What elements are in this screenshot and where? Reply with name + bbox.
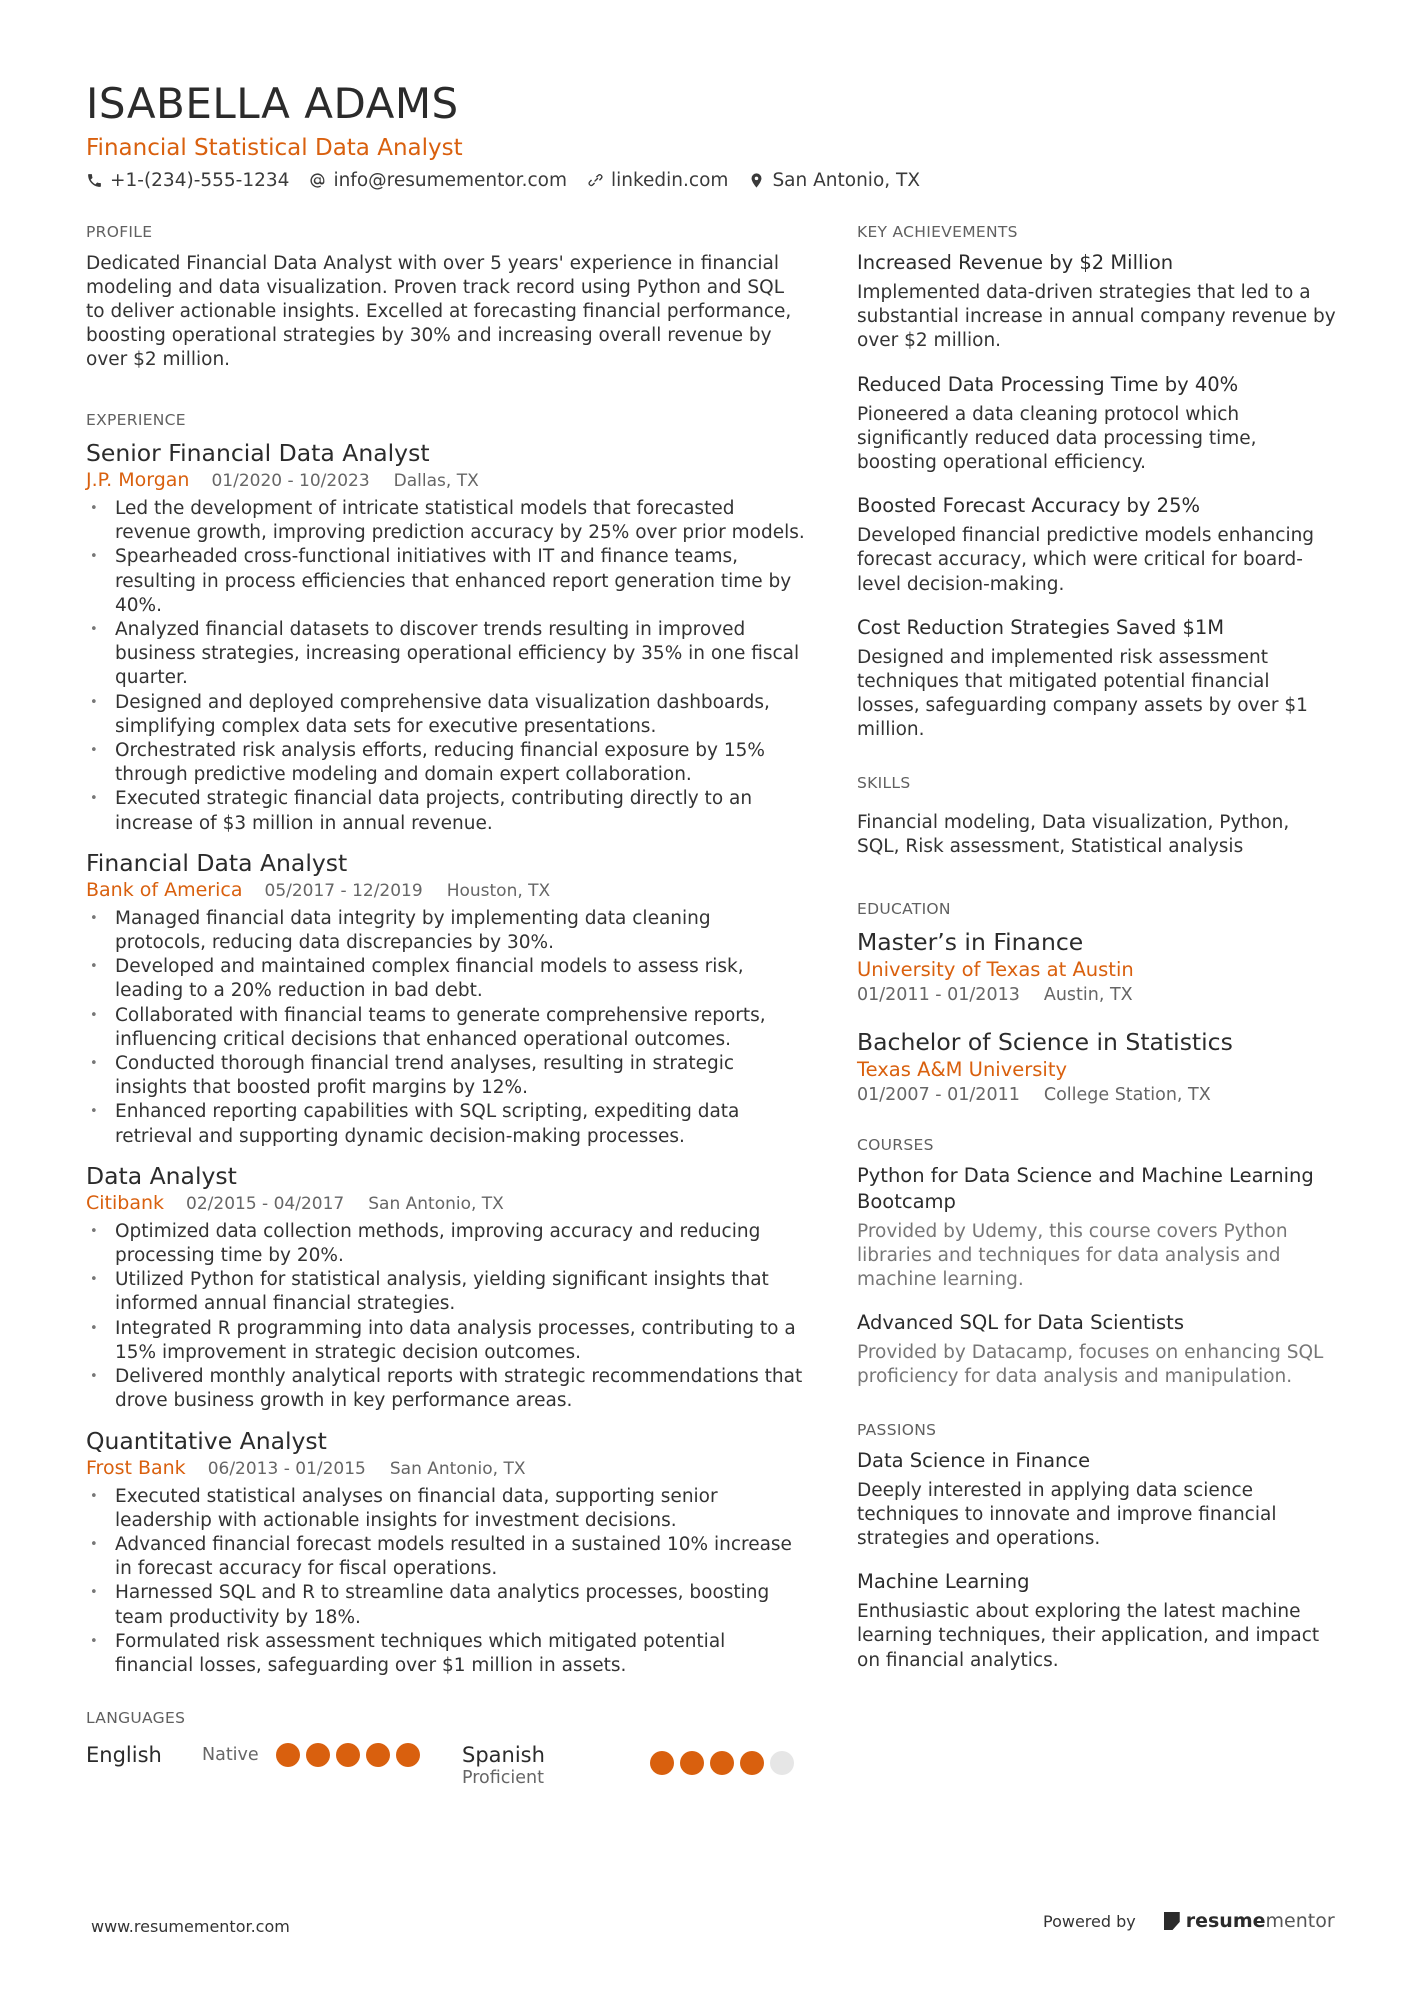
candidate-title: Financial Statistical Data Analyst — [86, 135, 463, 161]
company-name: Citibank — [86, 1191, 165, 1214]
rating-dot-filled — [710, 1751, 734, 1775]
job-title: Quantitative Analyst — [86, 1426, 327, 1455]
profile-section — [86, 222, 806, 372]
degree-title: Master’s in Finance — [857, 927, 1084, 956]
course-desc: Provided by Udemy, this course covers Python libraries and techniques for data analysis and machine learning. — [857, 1220, 1288, 1291]
contact-location — [748, 170, 920, 191]
brand-logo[interactable] — [1164, 1910, 1335, 1932]
skills-heading: SKILLS — [857, 773, 911, 792]
course-item — [857, 1163, 1337, 1293]
resume-header — [86, 80, 1326, 191]
profile-text: Dedicated Financial Data Analyst with over 5 years' experience in financial modeling and data visualization. Proven track record using Python and SQL to deliver actionable insights. Excelled at forecasting financial performance, boosting operational strategies by 30% and increasing overall revenue by over $2 million. — [86, 253, 792, 370]
brand-mark-icon — [1164, 1912, 1180, 1930]
bullet-item: • Enhanced reporting capabilities with SQL scripting, expediting data retrieval and supporting dynamic decision-making processes. — [86, 1100, 806, 1148]
link-icon — [587, 172, 604, 189]
education-location: College Station, TX — [1043, 1084, 1211, 1105]
language-rating — [276, 1743, 426, 1767]
achievement-item — [857, 615, 1337, 743]
rating-dot-filled — [650, 1751, 674, 1775]
bullet-item: • Formulated risk assessment techniques which mitigated potential financial losses, safeguarding over $1 million in assets. — [86, 1630, 806, 1678]
courses-section — [857, 1135, 1337, 1390]
achievement-item — [857, 250, 1337, 354]
job-bullets — [86, 497, 806, 836]
passions-section — [857, 1420, 1337, 1673]
job-entry — [86, 1161, 806, 1414]
education-section — [857, 899, 1337, 1107]
job-meta — [86, 878, 806, 903]
job-location: San Antonio, TX — [368, 1193, 504, 1214]
brand-name-bold: resume — [1185, 1910, 1266, 1932]
phone-icon — [86, 172, 103, 189]
contact-bar — [86, 170, 1326, 191]
rating-dot-empty — [770, 1751, 794, 1775]
course-title: Advanced SQL for Data Scientists — [857, 1311, 1184, 1335]
job-meta — [86, 1456, 806, 1481]
achievement-title: Reduced Data Processing Time by 40% — [857, 372, 1239, 396]
contact-email[interactable] — [309, 170, 567, 191]
email-link[interactable]: info@resumementor.com — [333, 170, 567, 191]
course-item — [857, 1310, 1337, 1389]
language-rating — [650, 1751, 800, 1775]
achievement-title: Boosted Forecast Accuracy by 25% — [857, 494, 1201, 518]
location-pin-icon — [748, 172, 765, 189]
job-meta — [86, 1191, 806, 1216]
achievements-heading: KEY ACHIEVEMENTS — [857, 223, 1018, 241]
job-dates: 01/2020 - 10/2023 — [211, 471, 370, 491]
achievement-desc: Developed financial predictive models enhancing forecast accuracy, which were critical for board-level decision-making. — [857, 525, 1315, 595]
job-title: Financial Data Analyst — [86, 848, 348, 877]
bullet-item: • Executed statistical analyses on financial data, supporting senior leadership with actionable insights for investment decisions. — [86, 1485, 806, 1533]
school-name: University of Texas at Austin — [857, 957, 1134, 981]
bullet-item: • Designed and deployed comprehensive data visualization dashboards, simplifying complex data sets for executive presentations. — [86, 691, 806, 739]
bullet-item: • Advanced financial forecast models resulted in a sustained 10% increase in forecast accuracy for fiscal operations. — [86, 1533, 806, 1581]
footer-website[interactable]: www.resumementor.com — [91, 1917, 290, 1936]
bullet-item: • Conducted thorough financial trend analyses, resulting in strategic insights that boosted profit margins by 12%. — [86, 1052, 806, 1100]
linkedin-link[interactable]: linkedin.com — [610, 170, 729, 191]
language-label-group — [462, 1742, 650, 1788]
job-bullets — [86, 1485, 806, 1679]
bullet-item: • Analyzed financial datasets to discover trends resulting in improved business strategies, increasing operational efficiency by 35% in one fiscal quarter. — [86, 618, 806, 691]
achievement-desc: Designed and implemented risk assessment techniques that mitigated potential financial losses, safeguarding company assets by over $1 million. — [857, 646, 1308, 741]
language-level: Proficient — [462, 1768, 544, 1789]
job-location: Houston, TX — [446, 880, 551, 901]
job-entry — [86, 438, 806, 836]
achievement-title: Increased Revenue by $2 Million — [857, 251, 1174, 274]
education-meta — [857, 983, 1337, 1007]
bullet-item: • Integrated R programming into data analysis processes, contributing to a 15% improvement in strategic decision outcomes. — [86, 1317, 806, 1365]
education-dates: 01/2011 - 01/2013 — [857, 984, 1020, 1005]
bullet-item: • Executed strategic financial data projects, contributing directly to an increase of $3 million in annual revenue. — [86, 787, 806, 835]
job-bullets — [86, 1220, 806, 1414]
achievements-section — [857, 222, 1337, 743]
languages-heading: LANGUAGES — [86, 1709, 186, 1728]
education-meta — [857, 1083, 1337, 1107]
right-column — [857, 222, 1337, 1673]
course-title: Python for Data Science and Machine Learning Bootcamp — [857, 1163, 1314, 1213]
school-name: Texas A&M University — [857, 1057, 1068, 1081]
passion-desc: Enthusiastic about exploring the latest machine learning techniques, their application, and impact on financial analytics. — [857, 1601, 1320, 1671]
achievement-title: Cost Reduction Strategies Saved $1M — [857, 615, 1225, 639]
job-meta — [86, 468, 806, 493]
language-level: Native — [202, 1745, 259, 1766]
education-item — [857, 927, 1337, 1007]
achievement-desc: Implemented data-driven strategies that led to a substantial increase in annual company revenue by over $2 million. — [857, 282, 1336, 352]
languages-row — [86, 1742, 806, 1788]
education-location: Austin, TX — [1043, 984, 1133, 1005]
job-dates: 06/2013 - 01/2015 — [207, 1458, 366, 1479]
rating-dot-filled — [396, 1743, 420, 1767]
course-desc: Provided by Datacamp, focuses on enhancing SQL proficiency for data analysis and manipulation. — [857, 1342, 1324, 1388]
bullet-item: • Delivered monthly analytical reports with strategic recommendations that drove business growth in key performance areas. — [86, 1365, 806, 1413]
at-icon — [309, 172, 326, 189]
passion-title: Machine Learning — [857, 1570, 1030, 1594]
rating-dot-filled — [740, 1751, 764, 1775]
rating-dot-filled — [366, 1743, 390, 1767]
rating-dot-filled — [680, 1751, 704, 1775]
bullet-item: • Spearheaded cross-functional initiatives with IT and finance teams, resulting in process efficiencies that enhanced report generation time by 40%. — [86, 545, 806, 618]
bullet-item: • Harnessed SQL and R to streamline data analytics processes, boosting team productivity by 18%. — [86, 1581, 806, 1629]
bullet-item: • Managed financial data integrity by implementing data cleaning protocols, reducing data discrepancies by 30%. — [86, 907, 806, 955]
brand-name-regular: mentor — [1265, 1910, 1335, 1932]
location-text: San Antonio, TX — [772, 170, 920, 191]
job-location: San Antonio, TX — [389, 1458, 526, 1479]
candidate-name: ISABELLA ADAMS — [86, 79, 459, 128]
bullet-item: • Led the development of intricate statistical models that forecasted revenue growth, improving prediction accuracy by 25% over prior models. — [86, 497, 806, 545]
passion-title: Data Science in Finance — [857, 1448, 1091, 1472]
job-bullets — [86, 907, 806, 1149]
education-heading: EDUCATION — [857, 899, 951, 918]
passion-item — [857, 1448, 1337, 1552]
phone-text: +1-(234)-555-1234 — [110, 170, 290, 191]
company-name: J.P. Morgan — [86, 469, 190, 491]
job-dates: 02/2015 - 04/2017 — [186, 1193, 345, 1214]
passion-item — [857, 1569, 1337, 1673]
experience-section — [86, 410, 806, 1678]
achievement-desc: Pioneered a data cleaning protocol which significantly reduced data processing time, boosting operational efficiency. — [857, 403, 1257, 474]
bullet-item: • Utilized Python for statistical analysis, yielding significant insights that informed annual financial strategies. — [86, 1268, 806, 1316]
rating-dot-filled — [306, 1743, 330, 1767]
company-name: Frost Bank — [86, 1456, 186, 1479]
job-title: Data Analyst — [86, 1161, 237, 1190]
job-entry — [86, 1426, 806, 1679]
bullet-item: • Optimized data collection methods, improving accuracy and reducing processing time by 20%. — [86, 1220, 806, 1268]
footer-powered-by — [1043, 1910, 1335, 1932]
language-name: English — [86, 1743, 162, 1768]
skills-section — [857, 773, 1337, 859]
bullet-item: • Orchestrated risk analysis efforts, reducing financial exposure by 15% through predictive modeling and domain expert collaboration. — [86, 739, 806, 787]
passions-heading: PASSIONS — [857, 1420, 937, 1439]
job-location: Dallas, TX — [393, 471, 479, 491]
language-name: Spanish — [462, 1743, 545, 1768]
languages-section — [86, 1708, 806, 1788]
language-english — [86, 1742, 462, 1768]
rating-dot-filled — [276, 1743, 300, 1767]
language-spanish — [462, 1742, 806, 1788]
passion-desc: Deeply interested in applying data science techniques to innovate and improve financial strategies and operations. — [857, 1479, 1277, 1550]
education-dates: 01/2007 - 01/2011 — [857, 1084, 1020, 1105]
contact-linkedin[interactable] — [587, 170, 728, 191]
experience-heading: EXPERIENCE — [86, 411, 186, 429]
achievement-item — [857, 493, 1337, 597]
contact-phone — [86, 170, 289, 191]
courses-heading: COURSES — [857, 1135, 934, 1154]
profile-heading: PROFILE — [86, 223, 153, 241]
bullet-item: • Developed and maintained complex financial models to assess risk, leading to a 20% reduction in bad debt. — [86, 955, 806, 1003]
skills-text: Financial modeling, Data visualization, Python, SQL, Risk assessment, Statistical analysis — [857, 811, 1290, 857]
achievement-item — [857, 372, 1337, 476]
bullet-item: • Collaborated with financial teams to generate comprehensive reports, influencing critical decisions that enhanced operational outcomes. — [86, 1004, 806, 1052]
degree-title: Bachelor of Science in Statistics — [857, 1027, 1233, 1056]
job-title: Senior Financial Data Analyst — [86, 439, 430, 467]
education-item — [857, 1027, 1337, 1107]
job-dates: 05/2017 - 12/2019 — [264, 880, 423, 901]
left-column — [86, 222, 806, 1788]
powered-by-label: Powered by — [1043, 1911, 1136, 1931]
job-entry — [86, 848, 806, 1149]
rating-dot-filled — [336, 1743, 360, 1767]
company-name: Bank of America — [86, 878, 243, 901]
